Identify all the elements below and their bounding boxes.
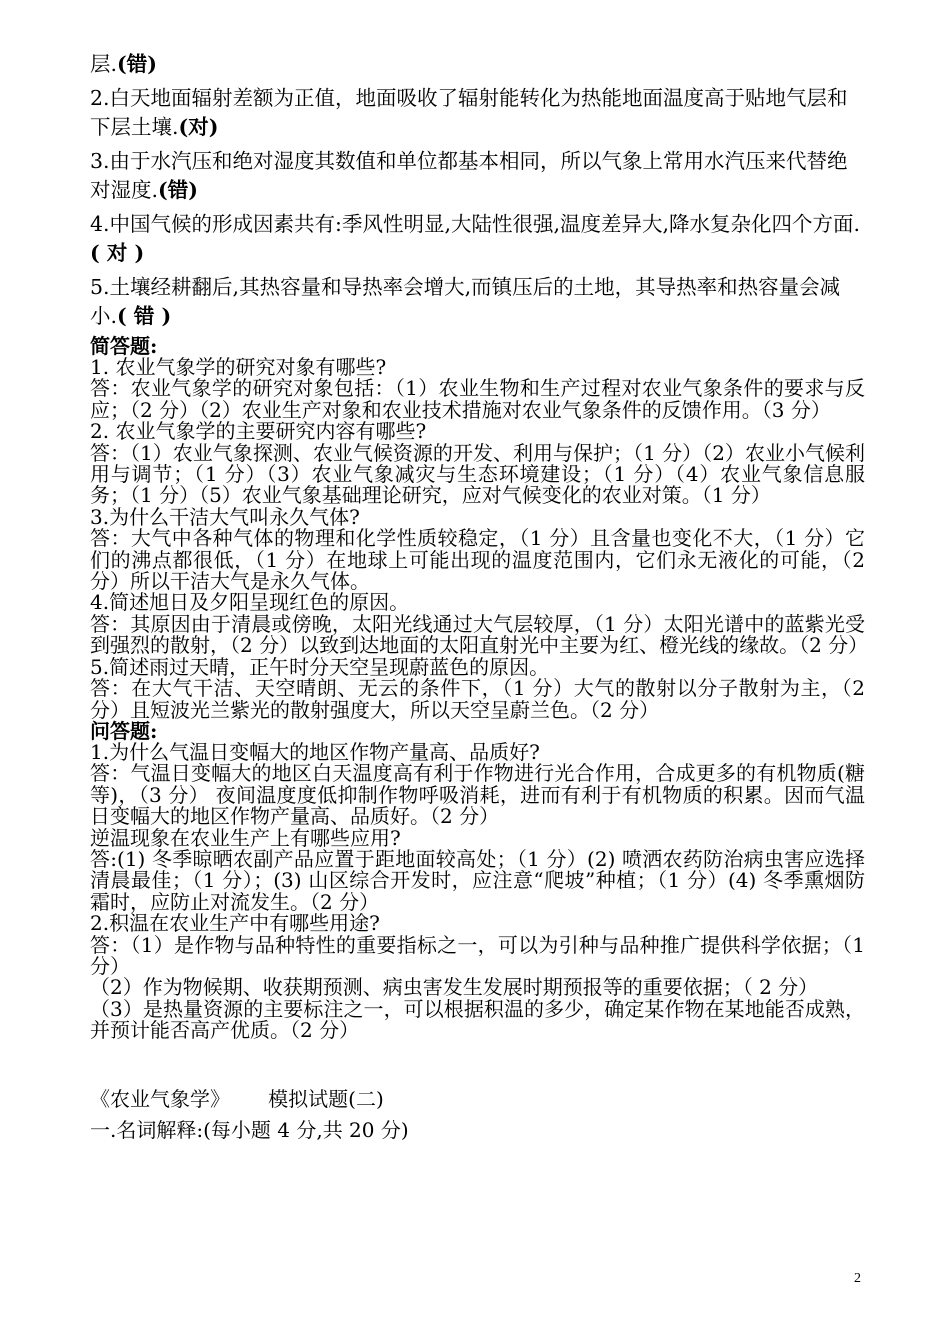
tf-answer: (对) [178,115,219,139]
question-line: 2. 农业气象学的主要研究内容有哪些? [90,419,427,444]
tf-text: 4.中国气候的形成因素共有:季风性明显,大陆性很强,温度差异大,降水复杂化四个方面. [90,212,861,236]
page-number: 2 [854,1271,861,1286]
answer-paragraph: 答:(1) 冬季晾晒农副产品应置于距地面较高处；（1 分）(2) 喷洒农药防治病虫害应选择清晨最佳；（1 分）；(3) 山区综合开发时，应注意“爬坡”种植；（1 分）(4) 冬季熏烟防霜时，应防止对流发生。（2 分） [90,846,865,914]
answer-paragraph: 答：大气中各种气体的物理和化学性质较稳定，（1 分）且含量也变化不大，（1 分）它们的沸点都很低，（1 分）在地球上可能出现的温度范围内，它们永无液化的可能，（2 分）所以干洁大气是永久气体。 [90,526,865,594]
tf-answer: (错) [158,178,198,202]
question-line: 2.积温在农业生产中有哪些用途? [90,911,380,936]
tf-answer: ( 错 ) [117,304,172,328]
tf-answer: (错) [117,52,157,76]
tf-text: 2.白天地面辐射差额为正值，地面吸收了辐射能转化为热能地面温度高于贴地气层和下层土壤. [90,86,848,139]
question-line: 1. 农业气象学的研究对象有哪些? [90,355,387,379]
section-one-heading: 一.名词解释:(每小题 4 分,共 20 分) [90,1117,409,1142]
answer-paragraph: 答：农业气象学的研究对象包括：（1）农业生物和生产过程对农业气象条件的要求与反应；（2 分）（2）农业生产对象和农业技术措施对农业气象条件的反馈作用。（3 分） [90,376,865,422]
tf-item-3 [90,147,865,205]
answer-paragraph: 答：（1）是作物与品种特性的重要指标之一，可以为引种与品种推广提供科学依据；（1 分） [90,932,865,978]
question-line: 3.为什么干洁大气叫永久气体? [90,504,360,529]
tf-item-5 [90,273,865,331]
section-heading-qa: 问答题: [90,718,158,743]
answer-paragraph: （3）是热量资源的主要标注之一，可以根据积温的多少，确定某作物在某地能否成熟，并预计能否高产优质。（2 分） [90,996,865,1043]
tf-item-2 [90,84,865,142]
tf-text: 3.由于水汽压和绝对湿度其数值和单位都基本相同，所以气象上常用水汽压来代替绝对湿度. [90,149,848,202]
tf-item-4 [90,210,865,268]
tf-text: 层. [90,52,118,76]
question-line: 4.简述旭日及夕阳呈现红色的原因。 [90,590,410,615]
answer-paragraph: （2）作为物候期、收获期预测、病虫害发生发展时期预报等的重要依据；（ 2 分） [90,975,819,1000]
tf-answer: ( 对 ) [90,241,145,265]
document-page [90,50,869,1146]
question-line: 5.简述雨过天晴，正午时分天空呈现蔚蓝色的原因。 [90,654,550,679]
exam-title: 《农业气象学》 模拟试题(二) [90,1086,384,1111]
question-line: 逆温现象在农业生产上有哪些应用? [90,825,401,850]
answer-paragraph: 答：气温日变幅大的地区白天温度高有利于作物进行光合作用，合成更多的有机物质(糖等)，（3 分） 夜间温度度低抑制作物呼吸消耗，进而有利于有机物质的积累。因而气温日变幅大的地区作物产量高、品质好。（2 分） [90,761,865,829]
section-heading-short-answer: 简答题: [90,334,158,358]
spacer [90,1042,865,1084]
answer-paragraph: 答：在大气干洁、天空晴朗、无云的条件下，（1 分）大气的散射以分子散射为主，（2 分）且短波光兰紫光的散射强度大，所以天空呈蔚兰色。（2 分） [90,676,865,722]
answer-paragraph: 答：（1）农业气象探测、农业气候资源的开发、利用与保护；（1 分）（2）农业小气候利用与调节；（1 分）（3）农业气象减灾与生态环境建设；（1 分）（4）农业气象信息服务；（1 分）（5）农业气象基础理论研究，应对气候变化的农业对策。（1 分） [90,440,865,508]
question-line: 1.为什么气温日变幅大的地区作物产量高、品质好? [90,739,540,764]
tf-item-1 [90,50,865,79]
answer-paragraph: 答：其原因由于清晨或傍晚，太阳光线通过大气层较厚，（1 分）太阳光谱中的蓝紫光受到强烈的散射，（2 分）以致到达地面的太阳直射光中主要为红、橙光线的缘故。（2 分） [90,611,869,658]
tf-text: 5.土壤经耕翻后,其热容量和导热率会增大,而镇压后的土地，其导热率和热容量会减小. [90,275,841,328]
